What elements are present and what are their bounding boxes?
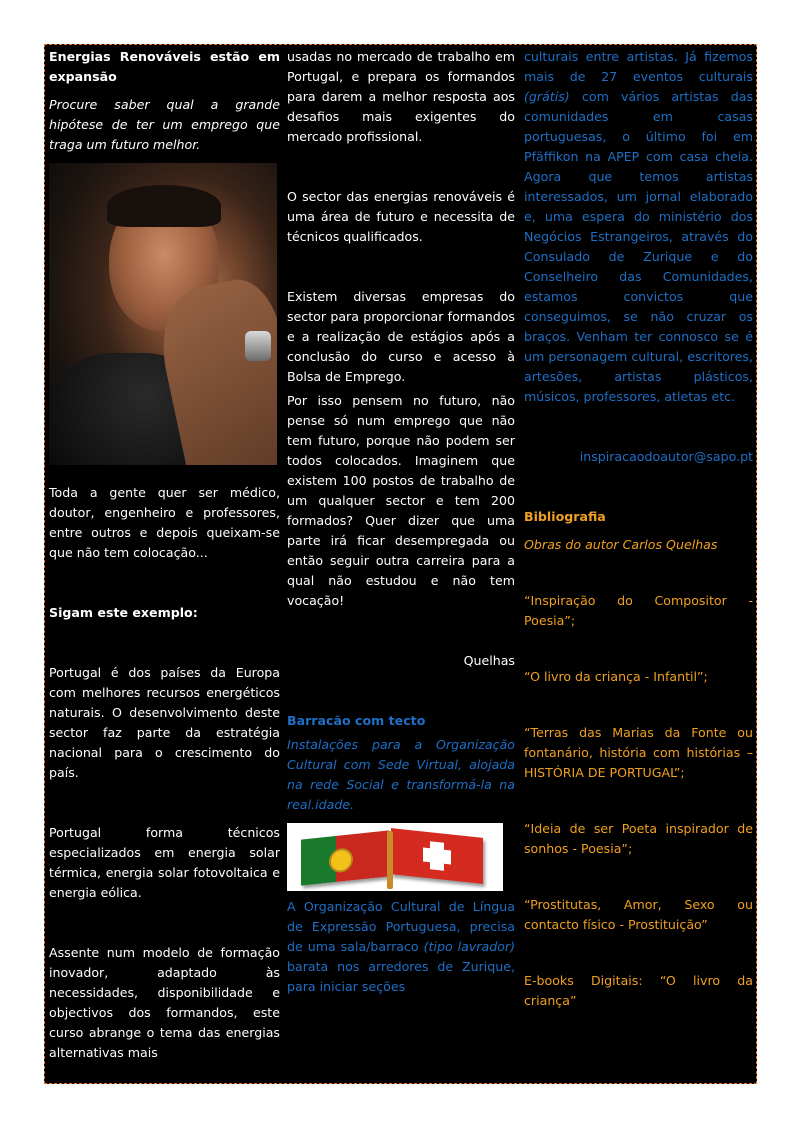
author-signature: Quelhas: [463, 653, 515, 668]
paragraph: O sector das energias renováveis é uma área de futuro e necessita de técnicos qualificados.: [287, 189, 515, 244]
paragraph: Assente num modelo de formação inovador, adaptado às necessidades, disponibilidade e objectivos dos formandos, este curso abrange o tema das energias alternativas mais: [49, 945, 280, 1060]
author-portrait-photo: [49, 163, 277, 465]
paragraph: Portugal forma técnicos especializados em energia solar térmica, energia solar fotovoltaica e energia eólica.: [49, 825, 280, 900]
bibliography-item: “O livro da criança - Infantil”;: [524, 669, 708, 684]
bibliography-intro: Obras do autor Carlos Quelhas: [524, 537, 718, 552]
bibliography-heading: Bibliografia: [524, 509, 606, 524]
bibliography-item: “Prostitutas, Amor, Sexo ou contacto físico - Prostituição”: [524, 897, 753, 932]
section-heading: Barracão com tecto: [287, 713, 426, 728]
paragraph: Existem diversas empresas do sector para proporcionar formandos e a realização de estágios após a conclusão do curso e acesso à Bolsa de Emprego.: [287, 289, 515, 384]
bibliography-item: E-books Digitais: “O livro da criança”: [524, 973, 753, 1008]
switzerland-flag-icon: [391, 828, 483, 884]
document-page: [44, 44, 757, 1084]
portugal-switzerland-flags: [287, 823, 503, 891]
paragraph: Portugal é dos países da Europa com melhores recursos energéticos naturais. O desenvolvimento deste sector faz parte da estratégia nacional para o crescimento do país.: [49, 665, 280, 780]
contact-email[interactable]: inspiracaodoautor@sapo.pt: [579, 449, 753, 464]
section-intro: Instalações para a Organização Cultural com Sede Virtual, alojada na rede Social e transformá-la na real.idade.: [287, 737, 515, 812]
paragraph: Toda a gente quer ser médico, doutor, engenheiro e professores, entre outros e depois queixam-se que não tem colocação...: [49, 485, 280, 560]
paragraph: A Organização Cultural de Língua de Expressão Portuguesa, precisa de uma sala/barraco (tipo lavrador) barata nos arredores de Zurique, para iniciar seções: [287, 899, 515, 994]
paragraph: usadas no mercado de trabalho em Portugal, e prepara os formandos para darem a melhor resposta aos desafios mais exigentes do mercado profissional.: [287, 49, 515, 144]
bibliography-item: “Terras das Marias da Fonte ou fontanário, história com histórias – HISTÓRIA DE PORTUGAL”;: [524, 725, 753, 780]
article-heading: Energias Renováveis estão em expansão: [49, 49, 280, 84]
portugal-flag-icon: [301, 830, 389, 885]
bibliography-item: “Inspiração do Compositor - Poesia”;: [524, 593, 753, 628]
article-intro: Procure saber qual a grande hipótese de ter um emprego que traga um futuro melhor.: [49, 97, 280, 152]
subheading: Sigam este exemplo:: [49, 605, 198, 620]
bibliography-item: “Ideia de ser Poeta inspirador de sonhos - Poesia”;: [524, 821, 753, 856]
column-2: [287, 47, 515, 997]
paragraph: Por isso pensem no futuro, não pense só num emprego que não tem futuro, porque não podem ser todos colocados. Imaginem que existem 100 postos de trabalho de um qualquer sector e tem 200 formados? Quer dizer que uma parte irá ficar desempregada ou então seguir outra carreira para a qual não estudou e não tem vocação!: [287, 393, 515, 608]
column-1: [49, 47, 280, 1063]
paragraph: culturais entre artistas. Já fizemos mais de 27 eventos culturais (grátis) com vários artistas das comunidades em casas portuguesas, o último foi em Pfäffikon na APEP com casa cheia. Agora que temos artistas interessados, um jornal elaborado e, uma espera do ministério dos Negócios Estrangeiros, através do Consulado de Zurique e do Conselheiro das Comunidades, estamos convictos que conseguimos, se não cruzar os braços. Venham ter connosco se é um personagem cultural, escritores, artesões, artistas plásticos, músicos, professores, atletas etc.: [524, 49, 753, 404]
column-3: [524, 47, 753, 1011]
